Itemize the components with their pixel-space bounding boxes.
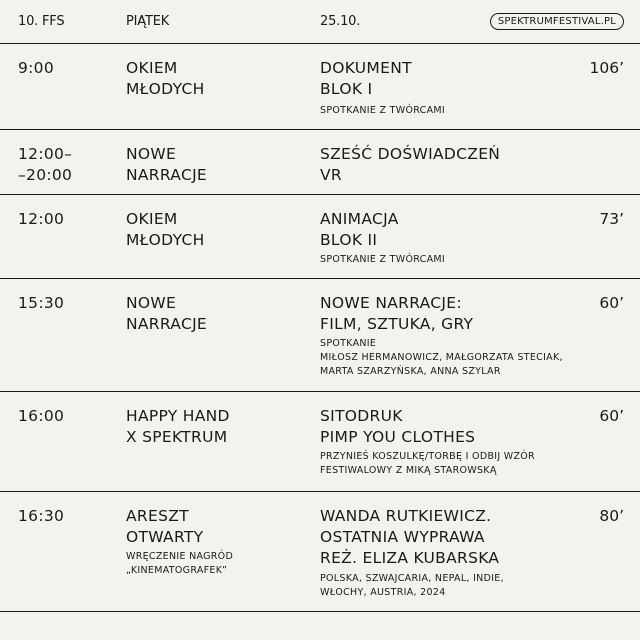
event-duration: 80’ (599, 507, 624, 525)
event-note: SPOTKANIE MIŁOSZ HERMANOWICZ, MAŁGORZATA STECIAK, MARTA SZARZYŃSKA, ANNA SZYLAR (320, 338, 563, 377)
event-section: OKIEM MŁODYCH (126, 59, 205, 98)
event-duration: 60’ (599, 407, 624, 425)
event-note: PRZYNIEŚ KOSZULKĘ/TORBĘ I ODBIJ WZÓR FESTIWALOWY Z MIKĄ STAROWSKĄ (320, 451, 535, 476)
event-duration: 73’ (599, 210, 624, 228)
schedule-row (0, 492, 640, 612)
schedule-header (0, 0, 640, 44)
section-note: WRĘCZENIE NAGRÓD „KINEMATOGRAFEK” (126, 551, 234, 576)
event-section: OKIEM MŁODYCH (126, 210, 205, 249)
event-time: 12:00– –20:00 (18, 145, 73, 184)
schedule-row (0, 130, 640, 195)
event-duration: 60’ (599, 294, 624, 312)
schedule-date: 25.10. (320, 14, 361, 29)
event-time: 9:00 (18, 59, 55, 77)
event-section: HAPPY HAND X SPEKTRUM (126, 407, 230, 446)
event-time: 16:30 (18, 507, 65, 525)
event-title: NOWE NARRACJE: FILM, SZTUKA, GRY (320, 294, 474, 333)
event-note: POLSKA, SZWAJCARIA, NEPAL, INDIE, WŁOCHY, AUSTRIA, 2024 (320, 573, 504, 598)
event-time: 12:00 (18, 210, 65, 228)
schedule-row (0, 195, 640, 279)
event-section: ARESZT OTWARTY (126, 507, 204, 546)
website-link[interactable]: SPEKTRUMFESTIVAL.PL (490, 13, 624, 30)
event-note: SPOTKANIE Z TWÓRCAMI (320, 105, 445, 116)
schedule-row (0, 279, 640, 392)
event-time: 15:30 (18, 294, 65, 312)
event-title: SITODRUK PIMP YOU CLOTHES (320, 407, 476, 446)
event-title: DOKUMENT BLOK I (320, 59, 412, 98)
event-title: SZEŚĆ DOŚWIADCZEŃ VR (320, 145, 501, 184)
event-section: NOWE NARRACJE (126, 145, 208, 184)
event-time: 16:00 (18, 407, 65, 425)
schedule-row (0, 392, 640, 492)
event-title: ANIMACJA BLOK II (320, 210, 399, 249)
event-note: SPOTKANIE Z TWÓRCAMI (320, 254, 445, 265)
schedule-row (0, 44, 640, 130)
festival-edition: 10. FFS (18, 14, 65, 29)
event-duration: 106’ (589, 59, 624, 77)
schedule-day: PIĄTEK (126, 14, 170, 29)
event-title: WANDA RUTKIEWICZ. OSTATNIA WYPRAWA REŻ. ELIZA KUBARSKA (320, 507, 500, 567)
event-section: NOWE NARRACJE (126, 294, 208, 333)
